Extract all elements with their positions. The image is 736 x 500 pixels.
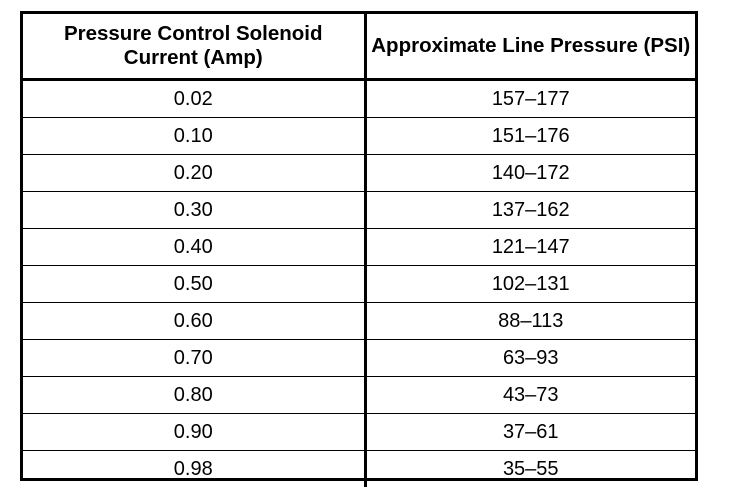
header-solenoid-current: Pressure Control Solenoid Current (Amp) xyxy=(23,14,365,80)
header-line-pressure: Approximate Line Pressure (PSI) xyxy=(365,14,695,80)
current-cell: 0.40 xyxy=(23,229,365,266)
current-cell: 0.02 xyxy=(23,80,365,118)
table-row xyxy=(23,266,695,303)
pressure-table-frame xyxy=(20,11,698,481)
current-cell: 0.60 xyxy=(23,303,365,340)
pressure-cell: 121–147 xyxy=(365,229,695,266)
current-cell: 0.20 xyxy=(23,155,365,192)
table-row xyxy=(23,118,695,155)
table-row xyxy=(23,192,695,229)
table-row xyxy=(23,377,695,414)
current-cell: 0.98 xyxy=(23,451,365,488)
current-cell: 0.90 xyxy=(23,414,365,451)
pressure-cell: 140–172 xyxy=(365,155,695,192)
table-row xyxy=(23,451,695,488)
pressure-control-table xyxy=(23,14,695,487)
header-row xyxy=(23,14,695,80)
current-cell: 0.30 xyxy=(23,192,365,229)
current-cell: 0.80 xyxy=(23,377,365,414)
pressure-cell: 37–61 xyxy=(365,414,695,451)
pressure-cell: 151–176 xyxy=(365,118,695,155)
pressure-cell: 88–113 xyxy=(365,303,695,340)
table-row xyxy=(23,80,695,118)
current-cell: 0.70 xyxy=(23,340,365,377)
pressure-cell: 157–177 xyxy=(491,87,570,110)
table-row xyxy=(23,229,695,266)
table-row xyxy=(23,155,695,192)
table-row xyxy=(23,414,695,451)
pressure-cell: 102–131 xyxy=(365,266,695,303)
pressure-cell: 137–162 xyxy=(365,192,695,229)
pressure-cell: 63–93 xyxy=(365,340,695,377)
table-header xyxy=(23,14,695,80)
table-body xyxy=(23,80,695,488)
table-row xyxy=(23,303,695,340)
current-cell: 0.10 xyxy=(23,118,365,155)
table-row xyxy=(23,340,695,377)
current-cell: 0.50 xyxy=(23,266,365,303)
pressure-cell: 35–55 xyxy=(365,451,695,488)
pressure-cell: 43–73 xyxy=(365,377,695,414)
